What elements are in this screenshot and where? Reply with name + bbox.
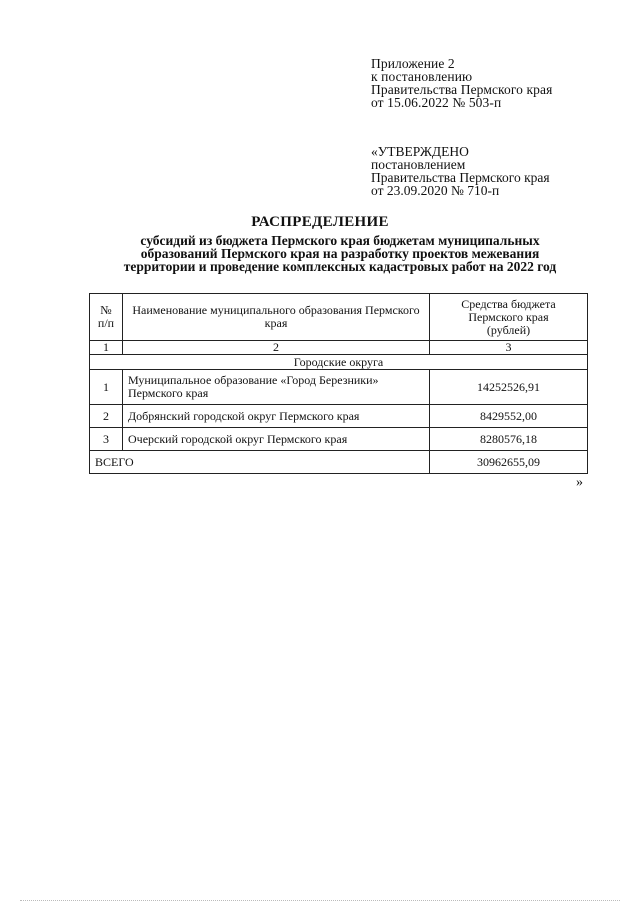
- table-header-row: [90, 294, 588, 341]
- total-label: ВСЕГО: [90, 451, 430, 474]
- distribution-table: [89, 293, 588, 474]
- appendix-line: от 15.06.2022 № 503-п: [371, 95, 502, 110]
- total-row: [90, 451, 588, 474]
- header-funds-line: (рублей): [486, 322, 531, 337]
- approval-line: постановлением: [371, 157, 466, 172]
- column-number-row: [90, 341, 588, 355]
- row-name: Муниципальное образование «Город Березники» Пермского края: [123, 370, 430, 405]
- table-row: [90, 405, 588, 428]
- appendix-line: Приложение 2: [371, 56, 455, 71]
- document-title: РАСПРЕДЕЛЕНИЕ: [251, 214, 389, 230]
- header-name: Наименование муниципального образования Пермского края: [123, 294, 430, 341]
- approval-line: «УТВЕРЖДЕНО: [371, 144, 469, 159]
- approval-block: [371, 145, 550, 197]
- row-name: Добрянский городской округ Пермского края: [123, 405, 430, 428]
- closing-quote: »: [576, 475, 583, 490]
- approval-line: Правительства Пермского края: [371, 170, 550, 185]
- header-funds: [430, 294, 588, 341]
- appendix-line: Правительства Пермского края: [371, 82, 553, 97]
- row-number: 1: [90, 370, 123, 405]
- total-amount: 30962655,09: [430, 451, 588, 474]
- approval-line: от 23.09.2020 № 710-п: [371, 183, 500, 198]
- subtitle-line: образований Пермского края на разработку проектов межевания: [140, 246, 540, 261]
- header-number-line: №: [100, 303, 112, 317]
- row-number: 2: [90, 405, 123, 428]
- page-bottom-rule: [20, 900, 620, 901]
- column-number: 1: [90, 341, 123, 355]
- row-number: 3: [90, 428, 123, 451]
- appendix-block: [371, 57, 552, 109]
- group-row: [90, 355, 588, 370]
- row-amount: 8280576,18: [430, 428, 588, 451]
- group-label: Городские округа: [90, 355, 588, 370]
- table-row: [90, 428, 588, 451]
- subtitle-line: территории и проведение комплексных кадастровых работ на 2022 год: [123, 259, 557, 274]
- row-amount: 14252526,91: [430, 370, 588, 405]
- appendix-line: к постановлению: [371, 69, 473, 84]
- row-amount: 8429552,00: [430, 405, 588, 428]
- document-subtitle: [70, 234, 610, 273]
- column-number: 3: [430, 341, 588, 355]
- table-row: [90, 370, 588, 405]
- header-funds-line: Пермского края: [468, 309, 549, 324]
- header-number-line: п/п: [97, 316, 115, 330]
- header-number: [90, 294, 123, 341]
- row-name: Очерский городской округ Пермского края: [123, 428, 430, 451]
- subtitle-line: субсидий из бюджета Пермского края бюджетам муниципальных: [140, 233, 540, 248]
- header-funds-line: Средства бюджета: [461, 296, 556, 311]
- column-number: 2: [123, 341, 430, 355]
